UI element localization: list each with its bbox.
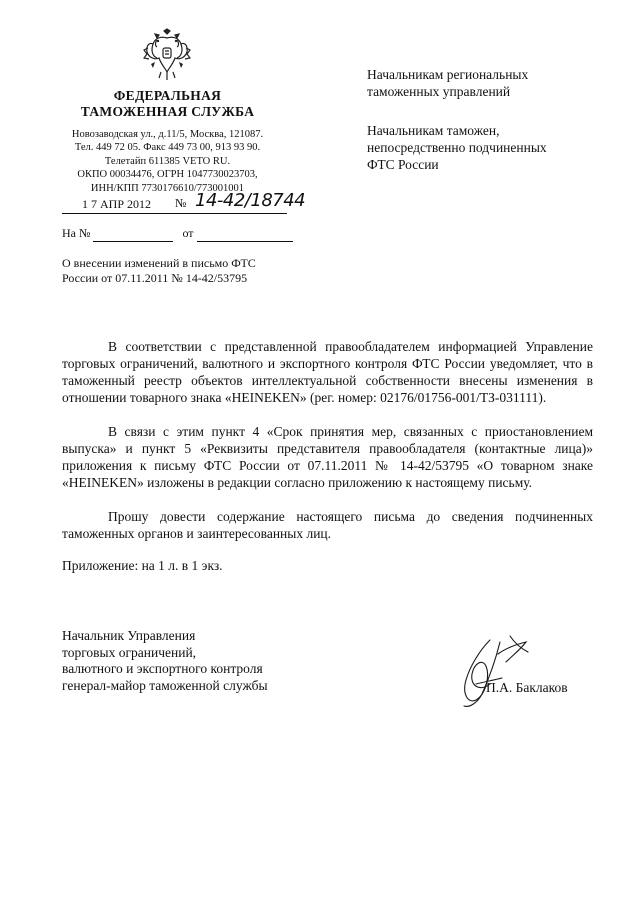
double-headed-eagle-emblem-icon <box>143 28 191 82</box>
org-phone: Тел. 449 72 05. Факс 449 73 00, 913 93 90. <box>74 142 261 154</box>
signer-title <box>62 628 268 694</box>
addressee-block-customs <box>367 122 607 173</box>
addressee-line: Начальникам региональных <box>367 67 529 82</box>
body-paragraph-2-wrap <box>62 423 593 491</box>
date-number-rule <box>62 213 287 214</box>
subject-line: России от 07.11.2011 № 14-42/53795 <box>62 271 248 285</box>
reference-from-blank <box>197 226 293 242</box>
body-paragraph-3-wrap <box>62 508 593 542</box>
org-contacts <box>40 128 295 195</box>
reference-no-blank <box>93 226 173 242</box>
signer-name: П.А. Баклаков <box>486 680 568 695</box>
body-paragraph-2: В связи с этим пункт 4 «Срок принятия мер, связанных с приостановлением выпуска» и пункт 5 «Реквизиты представителя правообладателя (контактные лица)» приложения к письму ФТС России от 07.11.2011 № 14-42/53795 «О товарном знаке «HEINEKEN» изложены в редакции согласно приложению к настоящему письму. <box>62 424 593 490</box>
org-inn: ИНН/КПП 7730176610/773001001 <box>90 182 245 194</box>
signer-title-line: валютного и экспортного контроля <box>62 661 263 676</box>
body-paragraph-1: В соответствии с представленной правообладателем информацией Управление торговых ограничений, валютного и экспортного контроля ФТС России уведомляет, что в таможенный реестр объектов интеллектуальной собственности внесены изменения в отношении товарного знака «HEINEKEN» (рег. номер: 02176/01756-001/ТЗ-031111). <box>62 339 593 405</box>
number-sign: № <box>175 196 187 210</box>
addressee-line: таможенных управлений <box>367 84 511 99</box>
document-date: 1 7 АПР 2012 <box>82 197 152 211</box>
appendix-note: Приложение: на 1 л. в 1 экз. <box>62 558 223 573</box>
org-name-line1: ФЕДЕРАЛЬНАЯ <box>113 88 222 103</box>
signer-title-line: Начальник Управления <box>62 628 196 643</box>
body-paragraph-1-wrap <box>62 338 593 406</box>
subject-line: О внесении изменений в письмо ФТС <box>62 256 256 270</box>
signer-title-line: торговых ограничений, <box>62 644 197 660</box>
body-paragraph-3: Прошу довести содержание настоящего письма до сведения подчиненных таможенных органов и заинтересованных лиц. <box>62 509 593 541</box>
addressee-line: непосредственно подчиненных <box>367 140 547 155</box>
reference-from-label: от <box>182 226 194 240</box>
registration-number: 14-42/18744 <box>195 190 306 211</box>
org-name-line2: ТАМОЖЕННАЯ СЛУЖБА <box>80 104 255 119</box>
handwritten-signature <box>440 632 550 712</box>
document-subject <box>62 256 302 286</box>
reference-line <box>62 226 293 242</box>
addressee-line: ФТС России <box>367 157 439 172</box>
org-okpo: ОКПО 00034476, ОГРН 1047730023703, <box>77 169 258 181</box>
addressee-line: Начальникам таможен, <box>367 123 500 138</box>
signer-title-line: генерал-майор таможенной службы <box>62 677 268 693</box>
org-address: Новозаводская ул., д.11/5, Москва, 121087. <box>71 129 264 140</box>
org-teletype: Телетайп 611385 VETO RU. <box>104 155 231 167</box>
reference-no-label: На № <box>62 226 91 240</box>
addressee-block-regional <box>367 66 607 100</box>
